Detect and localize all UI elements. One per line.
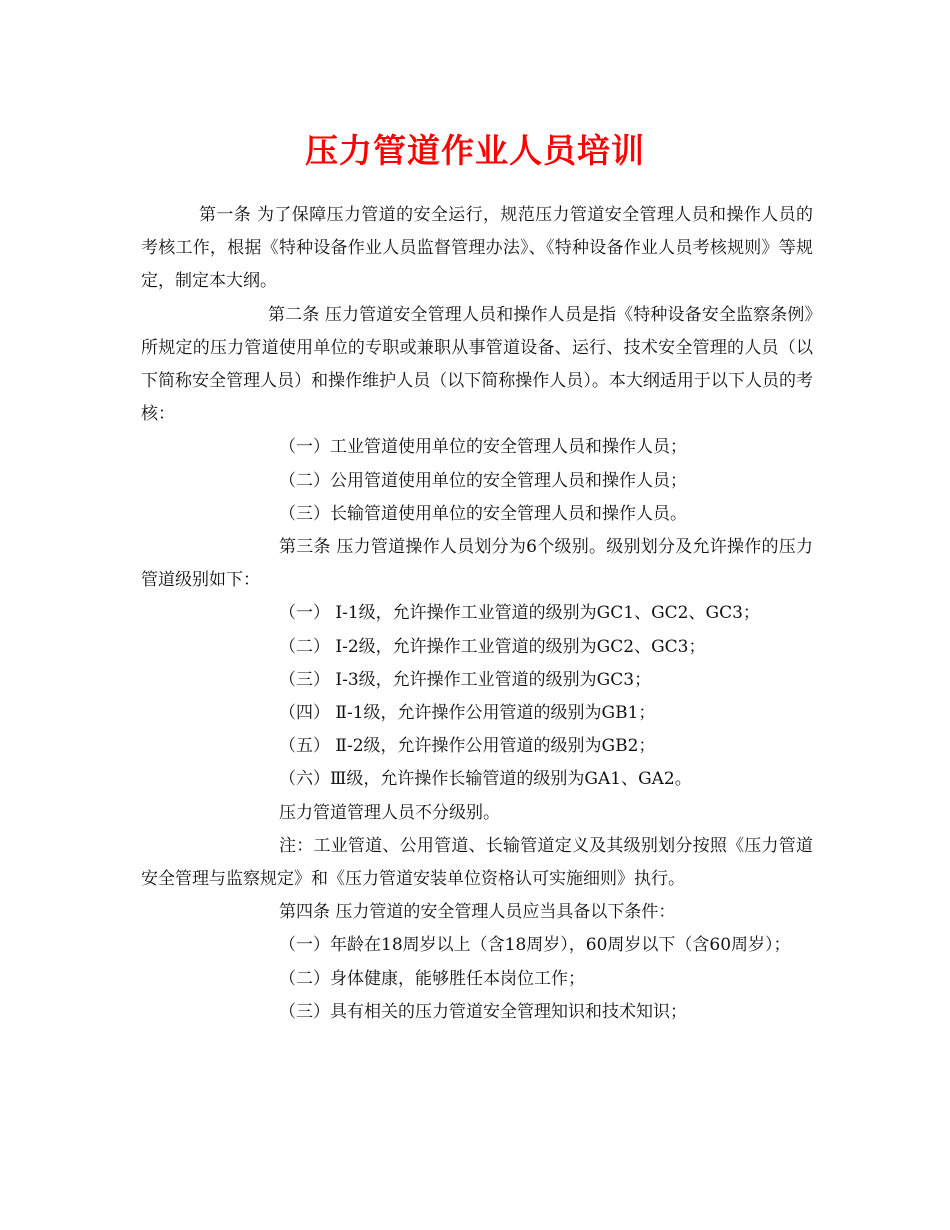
list-item-condition-3: （三）具有相关的压力管道安全管理知识和技术知识； <box>279 1001 687 1022</box>
paragraph-article-4: 第四条 压力管道的安全管理人员应当具备以下条件： <box>279 902 676 923</box>
list-item-scope-1: （一）工业管道使用单位的安全管理人员和操作人员； <box>279 437 687 458</box>
list-item-scope-3: （三）长输管道使用单位的安全管理人员和操作人员。 <box>279 503 687 524</box>
paragraph-definition-note: 注：工业管道、公用管道、长输管道定义及其级别划分按照《压力管道安全管理与监察规定》和《压力管道安装单位资格认可实施细则》执行。 <box>141 835 813 890</box>
list-item-level-1: （一） Ⅰ-1级，允许操作工业管道的级别为GC1、GC2、GC3； <box>279 603 760 624</box>
list-item-condition-1: （一）年龄在18周岁以上（含18周岁），60周岁以下（含60周岁）； <box>279 935 791 956</box>
list-item-condition-2: （二）身体健康，能够胜任本岗位工作； <box>279 968 585 989</box>
list-item-level-2: （二） Ⅰ-2级，允许操作工业管道的级别为GC2、GC3； <box>279 636 706 657</box>
paragraph-article-2: 第二条 压力管道安全管理人员和操作人员是指《特种设备安全监察条例》所规定的压力管道使用单位的专职或兼职从事管道设备、运行、技术安全管理的人员（以下简称安全管理人员）和操作维护人员（以下简称操作人员）。本大纲适用于以下人员的考核： <box>141 304 813 425</box>
document-title: 压力管道作业人员培训 <box>305 131 645 170</box>
list-item-level-3: （三） Ⅰ-3级，允许操作工业管道的级别为GC3； <box>279 669 652 690</box>
list-item-level-5: （五） Ⅱ-2级，允许操作公用管道的级别为GB2； <box>279 736 656 757</box>
paragraph-manager-note: 压力管道管理人员不分级别。 <box>279 802 500 823</box>
list-item-level-4: （四） Ⅱ-1级，允许操作公用管道的级别为GB1； <box>279 703 656 724</box>
paragraph-article-3: 第三条 压力管道操作人员划分为6个级别。级别划分及允许操作的压力管道级别如下： <box>141 537 813 591</box>
paragraph-article-1: 第一条 为了保障压力管道的安全运行，规范压力管道安全管理人员和操作人员的考核工作，根据《特种设备作业人员监督管理办法》、《特种设备作业人员考核规则》等规定，制定本大纲。 <box>141 205 813 292</box>
list-item-level-6: （六）Ⅲ级，允许操作长输管道的级别为GA1、GA2。 <box>279 769 692 790</box>
list-item-scope-2: （二）公用管道使用单位的安全管理人员和操作人员； <box>279 470 687 491</box>
document-body <box>141 199 813 1029</box>
